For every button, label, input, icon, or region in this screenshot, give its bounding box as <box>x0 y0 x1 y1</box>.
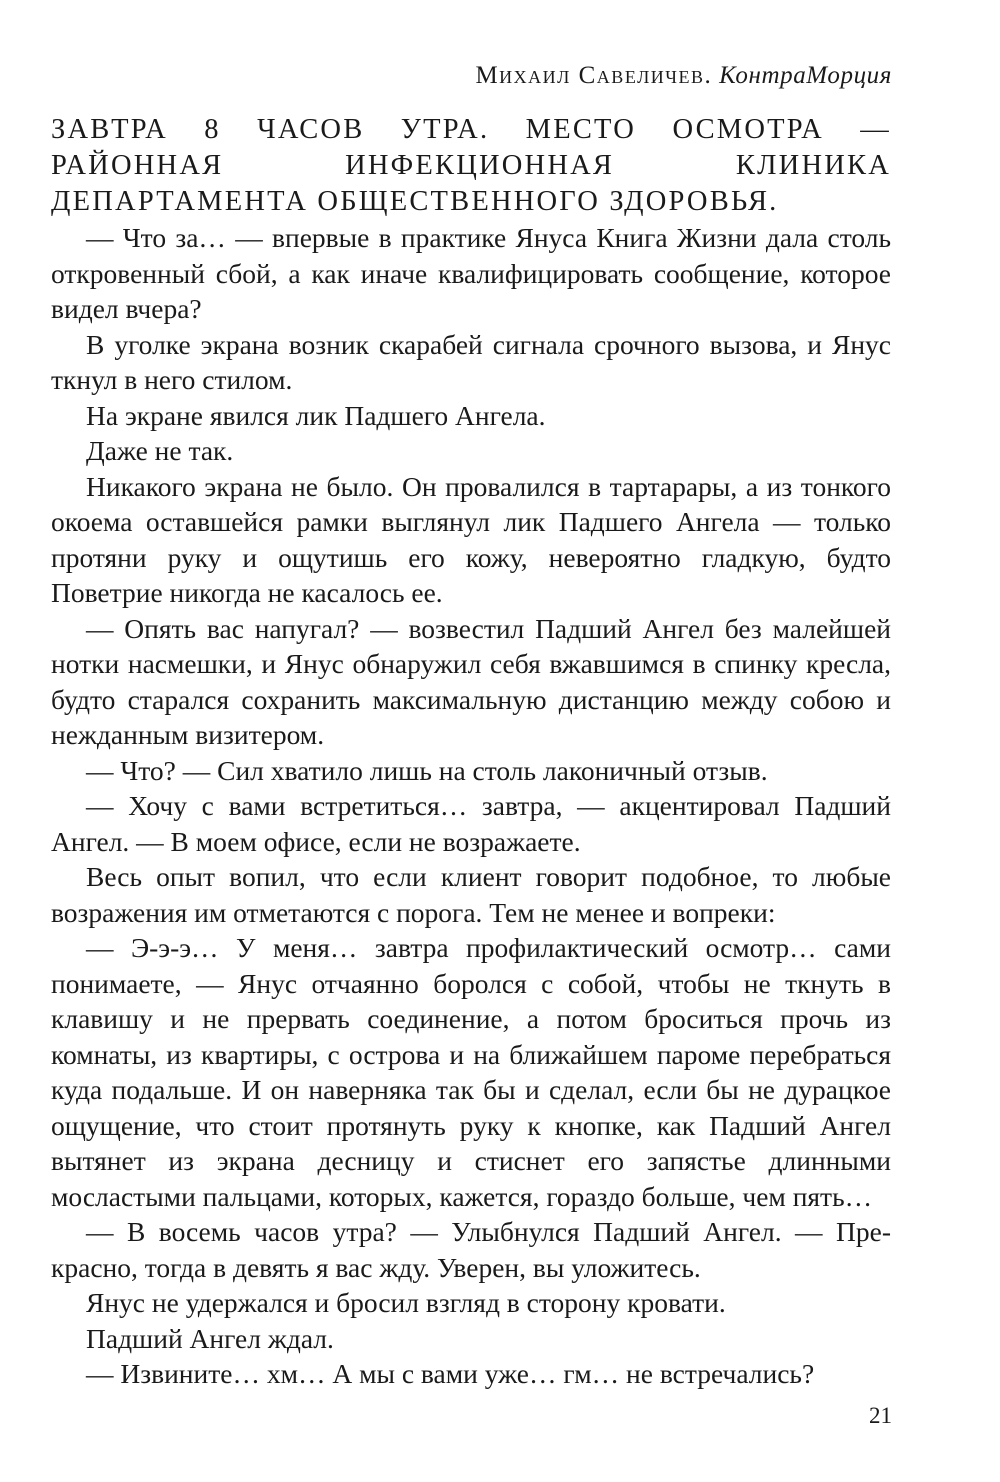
body-text <box>51 112 891 1392</box>
paragraph: — Э-э-э… У меня… завтра профилактический осмотр… сами понимаете, — Янус отчаянно боролся с собой, чтобы не ткнуть в клавишу и не прервать соединение, а потом броситься прочь из комнаты, из квартиры, с острова и на ближайшем пароме перебраться куда подальше. И он наверняка так бы и сделал, если бы не дурацкое ощущение, что стоит протянуть руку к кнопке, как Падший Ангел вытянет из экрана десницу и стиснет его запястье длинными мосластыми пальцами, которых, кажется, гораздо больше, чем пять… <box>51 932 891 1212</box>
paragraph: Даже не так. <box>86 435 234 466</box>
paragraph: — Хочу с вами встретиться… завтра, — акцентировал Падший Ангел. — В моем офисе, если не возражаете. <box>51 790 891 857</box>
paragraph: В уголке экрана возник скарабей сигнала срочного вызова, и Янус ткнул в него стилом. <box>51 328 891 395</box>
paragraph: — Извините… хм… А мы с вами уже… гм… не встречались? <box>86 1358 815 1389</box>
paragraph: — Что? — Сил хватило лишь на столь лаконичный отзыв. <box>86 754 768 786</box>
page-number: 21 <box>869 1403 892 1428</box>
paragraph: Никакого экрана не было. Он провалился в тартарары, а из тонкого окоема оставшейся рамки выглянул лик Падшего Ангела — только протяни руку и ощутишь его кожу, невероятно гладкую, будто Поветрие никогда не касалось ее. <box>51 470 891 608</box>
paragraph: Янус не удержался и бросил взгляд в сторону кровати. <box>86 1287 726 1318</box>
paragraph: — В восемь часов утра? — Улыбнулся Падший Ангел. — Прекрасно, тогда в девять я вас жду. Уверен, вы уложитесь. <box>51 1216 891 1283</box>
paragraph: — Опять вас напугал? — возвестил Падший Ангел без малейшей нотки насмешки, и Янус обнаружил себя вжавшимся в спинку кресла, будто старался сохранить максимальную дистанцию между собою и нежданным визитером. <box>51 612 891 750</box>
paragraph: Весь опыт вопил, что если клиент говорит подобное, то любые возражения им отметаются с порога. Тем не менее и вопреки: <box>51 861 891 928</box>
running-head-author: Михаил Савеличев. <box>475 62 713 89</box>
paragraph: — Что за… — впервые в практике Януса Книга Жизни дала столь откровенный сбой, а как иначе квалифицировать сообщение, которое видел вчера? <box>51 222 891 324</box>
running-head-title: КонтраМорция <box>719 62 892 89</box>
paragraph: На экране явился лик Падшего Ангела. <box>86 399 546 431</box>
paragraph: Падший Ангел ждал. <box>86 1322 334 1354</box>
running-head <box>475 62 892 90</box>
message-caps-paragraph: ЗАВТРА 8 ЧАСОВ УТРА. МЕСТО ОСМОТРА — РАЙОННАЯ ИНФЕКЦИОННАЯ КЛИНИКА ДЕПАРТАМЕНТА ОБЩЕСТВЕННОГО ЗДОРОВЬЯ. <box>51 114 891 217</box>
